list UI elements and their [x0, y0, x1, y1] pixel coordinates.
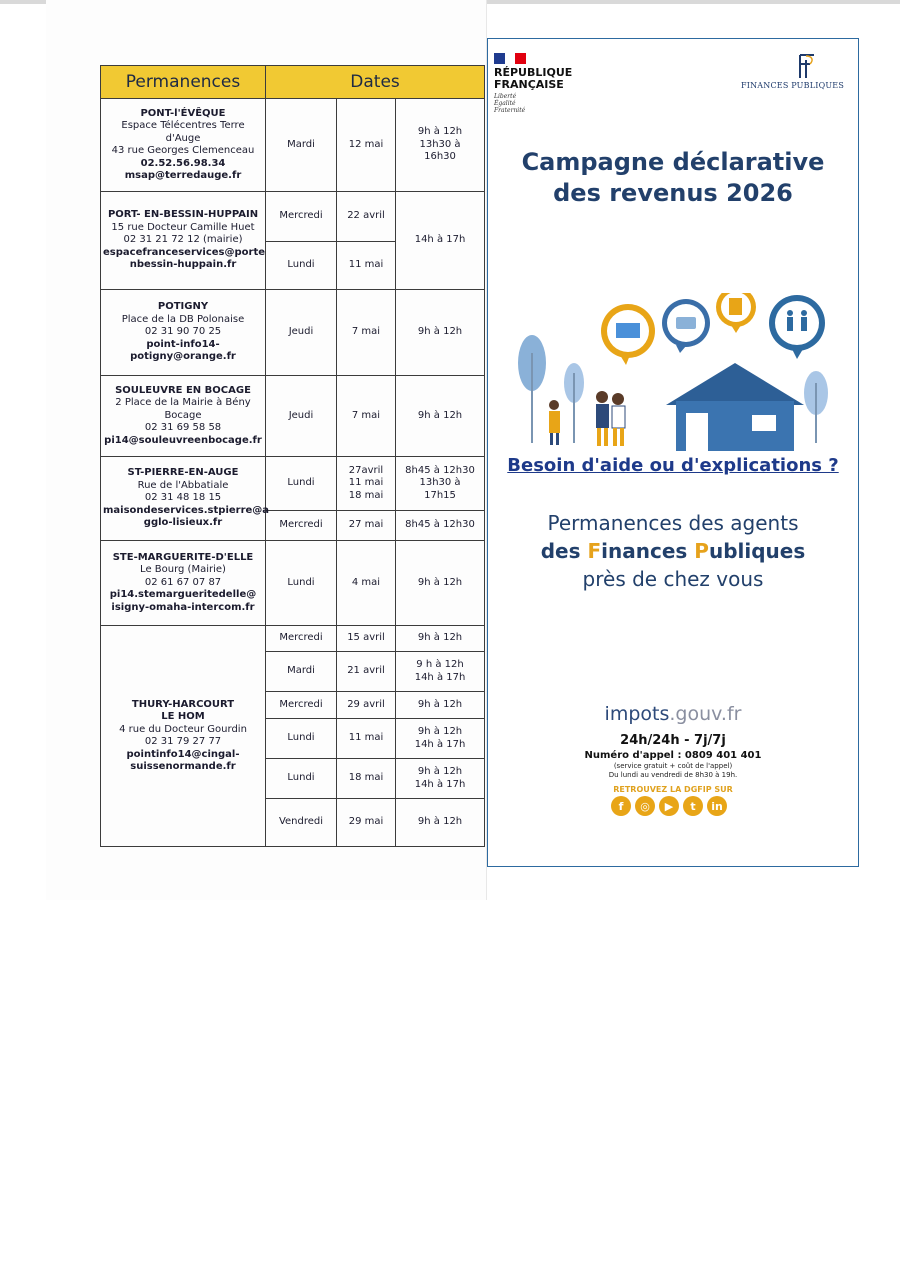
time-cell: 9h à 12h: [396, 692, 485, 719]
day-cell: Lundi: [266, 242, 337, 290]
table-row: [101, 541, 485, 626]
phone-number: Numéro d'appel : 0809 401 401: [584, 750, 762, 761]
house-family-illustration: [516, 293, 836, 453]
time-cell: 9h à 12h 13h30 à 16h30: [396, 99, 485, 192]
linkedin-icon[interactable]: in: [707, 796, 727, 816]
house-icon: [666, 363, 804, 451]
day-cell: Lundi: [266, 719, 337, 759]
day-cell: Mercredi: [266, 626, 337, 652]
date-cell: 11 mai: [337, 719, 396, 759]
date-cell: 22 avril: [337, 192, 396, 242]
header-permanences: Permanences: [101, 66, 266, 99]
table-row: [101, 457, 485, 511]
day-cell: Mardi: [266, 99, 337, 192]
youtube-icon[interactable]: ▶: [659, 796, 679, 816]
time-cell: 9h à 12h: [396, 799, 485, 847]
header-dates: Dates: [266, 66, 485, 99]
table-row: [101, 626, 485, 652]
availability-hours: 24h/24h - 7j/7j: [620, 733, 726, 748]
location-souleuvre: SOULEUVRE EN BOCAGE 2 Place de la Mairie à Bény Bocage 02 31 69 58 58 pi14@souleuvreenbocage.fr: [101, 376, 266, 457]
location-potigny: POTIGNY Place de la DB Polonaise 02 31 90 70 25 point-info14- potigny@orange.fr: [101, 290, 266, 376]
day-cell: Mercredi: [266, 192, 337, 242]
location-stemarguerite: STE-MARGUERITE-D'ELLE Le Bourg (Mairie) 02 61 67 07 87 pi14.stemargueritedelle@ isigny-omaha-intercom.fr: [101, 541, 266, 626]
day-cell: Jeudi: [266, 376, 337, 457]
finances-publiques-logo-icon: [792, 52, 818, 80]
date-cell: 12 mai: [337, 99, 396, 192]
republique-motto: Liberté Égalité Fraternité: [494, 93, 526, 114]
time-cell: 9h à 12h 14h à 17h: [396, 759, 485, 799]
table-row: [101, 290, 485, 376]
payment-bubble-icon: [662, 299, 710, 353]
date-cell: 7 mai: [337, 376, 396, 457]
time-cell: 9h à 12h: [396, 626, 485, 652]
time-cell: 9h à 12h: [396, 290, 485, 376]
date-cell: 15 avril: [337, 626, 396, 652]
date-cell: 18 mai: [337, 759, 396, 799]
computer-bubble-icon: [601, 304, 655, 365]
location-thury: THURY-HARCOURT LE HOM 4 rue du Docteur Gourdin 02 31 79 27 77 pointinfo14@cingal- suissenormande.fr: [101, 626, 266, 847]
day-cell: Lundi: [266, 759, 337, 799]
date-cell: 29 mai: [337, 799, 396, 847]
time-cell: 8h45 à 12h30 13h30 à 17h15: [396, 457, 485, 511]
call-info: (service gratuit + coût de l'appel) Du lundi au vendredi de 8h30 à 19h.: [608, 762, 738, 779]
social-links: [611, 796, 727, 816]
time-cell: 9 h à 12h 14h à 17h: [396, 652, 485, 692]
day-cell: Vendredi: [266, 799, 337, 847]
finances-publiques-label: FINANCES PUBLIQUES: [740, 81, 844, 90]
table-row: [101, 192, 485, 242]
date-cell: 11 mai: [337, 242, 396, 290]
date-cell: 27 mai: [337, 511, 396, 541]
day-cell: Lundi: [266, 541, 337, 626]
time-cell: 9h à 12h: [396, 376, 485, 457]
family-bubble-icon: [769, 295, 825, 359]
twitter-icon[interactable]: t: [683, 796, 703, 816]
tree-icon: [564, 363, 584, 443]
campaign-title: Campagne déclarative des revenus 2026: [521, 148, 825, 207]
table-row: [101, 99, 485, 192]
time-cell: 9h à 12h: [396, 541, 485, 626]
date-cell: 29 avril: [337, 692, 396, 719]
flyer-panel: [487, 38, 859, 867]
location-pontleveque: PONT-l'ÉVÊQUE Espace Télécentres Terre d'Auge 43 rue Georges Clemenceau 02.52.56.98.34 msap@terredauge.fr: [101, 99, 266, 192]
social-heading: RETROUVEZ LA DGFIP SUR: [613, 785, 733, 794]
tree-icon: [804, 371, 828, 443]
impots-gouv-link[interactable]: impots.gouv.fr: [604, 703, 742, 725]
agents-text: Permanences des agents des Finances Publiques près de chez vous: [540, 511, 806, 591]
day-cell: Mercredi: [266, 692, 337, 719]
date-cell: 4 mai: [337, 541, 396, 626]
instagram-icon[interactable]: ◎: [635, 796, 655, 816]
document-bubble-icon: [716, 293, 756, 333]
time-cell: 9h à 12h 14h à 17h: [396, 719, 485, 759]
french-flag-icon: [494, 53, 526, 64]
date-cell: 21 avril: [337, 652, 396, 692]
tree-icon: [518, 335, 546, 443]
day-cell: Mercredi: [266, 511, 337, 541]
date-cell: 7 mai: [337, 290, 396, 376]
day-cell: Lundi: [266, 457, 337, 511]
table-row: [101, 376, 485, 457]
facebook-icon[interactable]: f: [611, 796, 631, 816]
help-heading: Besoin d'aide ou d'explications ?: [507, 455, 839, 476]
time-cell: 14h à 17h: [396, 192, 485, 290]
time-cell: 8h45 à 12h30: [396, 511, 485, 541]
location-portenbessin: PORT- EN-BESSIN-HUPPAIN 15 rue Docteur Camille Huet 02 31 21 72 12 (mairie) espacefranceservices@porte nbessin-huppain.fr: [101, 192, 266, 290]
date-cell: 27avril 11 mai 18 mai: [337, 457, 396, 511]
permanences-table: [100, 65, 485, 847]
republique-francaise-title: RÉPUBLIQUE FRANÇAISE: [494, 66, 573, 91]
people-icon: [549, 391, 625, 446]
day-cell: Jeudi: [266, 290, 337, 376]
day-cell: Mardi: [266, 652, 337, 692]
location-stpierre: ST-PIERRE-EN-AUGE Rue de l'Abbatiale 02 31 48 18 15 maisondeservices.stpierre@a gglo-lisieux.fr: [101, 457, 266, 541]
